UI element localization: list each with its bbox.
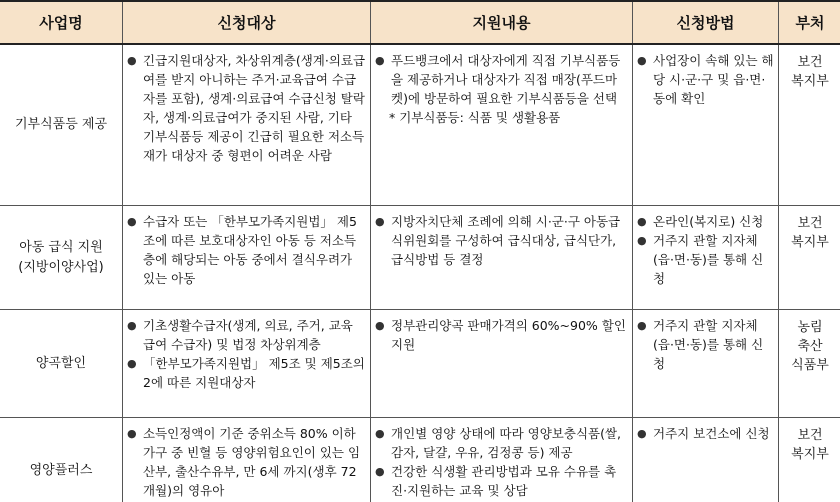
table-row	[0, 206, 840, 310]
table-row	[0, 310, 840, 418]
dept-cell	[779, 310, 840, 418]
list-item	[637, 212, 774, 231]
content-text: 지방자치단체 조례에 의해 시·군·구 아동급식위원회를 구성하여 급식대상, 급식단가, 급식방법 등 결정	[391, 214, 621, 267]
dept-line: 보건	[797, 428, 823, 443]
target-cell	[123, 206, 371, 310]
bullet-icon: ●	[127, 54, 137, 67]
program-name-cell	[0, 418, 123, 502]
bullet-icon: ●	[637, 215, 647, 228]
program-name-sub: (지방이양사업)	[18, 259, 104, 275]
header-method: 신청방법	[633, 1, 779, 44]
dept-line: 농림	[797, 320, 823, 335]
header-dept: 부처	[779, 1, 840, 44]
dept-line: 복지부	[791, 447, 829, 462]
bullet-icon: ●	[375, 54, 385, 67]
bullet-icon: ●	[637, 319, 647, 332]
list-item	[375, 212, 628, 269]
method-text: 온라인(복지로) 신청	[653, 214, 764, 229]
bullet-icon: ●	[375, 427, 385, 440]
list-item	[375, 51, 628, 108]
content-cell	[371, 206, 633, 310]
bullet-icon: ●	[375, 215, 385, 228]
list-item	[637, 51, 774, 108]
bullet-icon: ●	[375, 319, 385, 332]
method-cell	[633, 206, 779, 310]
content-cell	[371, 310, 633, 418]
content-text: 정부관리양곡 판매가격의 60%~90% 할인 지원	[391, 318, 626, 352]
bullet-icon: ●	[637, 234, 647, 247]
list-item	[637, 316, 774, 373]
target-cell	[123, 310, 371, 418]
program-name-cell	[0, 44, 123, 206]
list-item	[637, 231, 774, 288]
target-text: 수급자 또는 「한부모가족지원법」 제5조에 따른 보호대상자인 아동 등 저소득층에 해당되는 아동 중에서 결식우려가 있는 아동	[143, 214, 357, 286]
bullet-icon: ●	[637, 427, 647, 440]
method-cell	[633, 418, 779, 502]
list-item	[127, 212, 366, 288]
dept-cell	[779, 418, 840, 502]
bullet-icon: ●	[127, 357, 137, 370]
dept-line: 보건	[797, 216, 823, 231]
list-item	[127, 354, 366, 392]
target-cell	[123, 418, 371, 502]
dept-cell	[779, 206, 840, 310]
header-content: 지원내용	[371, 1, 633, 44]
content-text: 개인별 영양 상태에 따라 영양보충식품(쌀, 감자, 달걀, 우유, 검정콩 등) 제공	[391, 426, 622, 460]
header-program-name: 사업명	[0, 1, 123, 44]
list-item	[127, 424, 366, 500]
content-note: * 기부식품등: 식품 및 생활용품	[389, 110, 561, 125]
bullet-icon: ●	[375, 465, 385, 478]
target-cell	[123, 44, 371, 206]
content-text: 푸드뱅크에서 대상자에게 직접 기부식품등을 제공하거나 대상자가 직접 매장(푸드마켓)에 방문하여 필요한 기부식품등을 선택	[391, 53, 621, 106]
list-item	[375, 424, 628, 462]
target-text: 소득인정액이 기준 중위소득 80% 이하 가구 중 빈혈 등 영양위험요인이 있는 임산부, 출산수유부, 만 6세 까지(생후 72개월)의 영유아	[143, 426, 361, 498]
dept-line: 식품부	[791, 358, 829, 373]
method-text: 거주지 보건소에 신청	[653, 426, 770, 441]
dept-line: 축산	[797, 339, 823, 354]
list-item	[127, 316, 366, 354]
program-name: 기부식품등 제공	[14, 117, 108, 132]
target-text: 긴급지원대상자, 차상위계층(생계·의료급여를 받지 아니하는 주거·교육급여 수급자를 포함), 생계·의료급여 수급신청 탈락자, 생계·의료급여가 중지된 사람, 기타 기부식품등 제공이 긴급히 필요한 저소득 재가 대상자 중 형편이 어려운 사람	[143, 53, 366, 163]
program-name: 양곡할인	[35, 355, 87, 371]
dept-cell	[779, 44, 840, 206]
table-row	[0, 44, 840, 206]
bullet-icon: ●	[127, 319, 137, 332]
program-name: 영양플러스	[29, 463, 93, 478]
dept-line: 복지부	[791, 235, 829, 250]
program-name: 아동 급식 지원	[19, 239, 103, 255]
method-cell	[633, 44, 779, 206]
method-text: 거주지 관할 지자체(읍·면·동)를 통해 신청	[653, 318, 764, 371]
content-text: 건강한 식생활 관리방법과 모유 수유를 촉진·지원하는 교육 및 상담	[391, 464, 617, 498]
target-text: 「한부모가족지원법」 제5조 및 제5조의2에 따른 지원대상자	[143, 356, 365, 390]
list-item	[375, 316, 628, 354]
method-cell	[633, 310, 779, 418]
method-text: 거주지 관할 지자체(읍·면·동)를 통해 신청	[653, 233, 764, 286]
program-name-cell	[0, 310, 123, 418]
header-row	[0, 1, 840, 44]
target-text: 기초생활수급자(생계, 의료, 주거, 교육 급여 수급자) 및 법정 차상위계층	[143, 318, 353, 352]
bullet-icon: ●	[127, 427, 137, 440]
bullet-icon: ●	[637, 54, 647, 67]
content-cell	[371, 418, 633, 502]
list-item	[637, 424, 774, 443]
list-item	[375, 462, 628, 500]
content-cell	[371, 44, 633, 206]
bullet-icon: ●	[127, 215, 137, 228]
program-name-cell	[0, 206, 123, 310]
dept-line: 복지부	[791, 74, 829, 89]
list-item	[127, 51, 366, 165]
method-text: 사업장이 속해 있는 해당 시·군·구 및 읍·면·동에 확인	[653, 53, 774, 106]
header-target: 신청대상	[123, 1, 371, 44]
dept-line: 보건	[797, 55, 823, 70]
table-row	[0, 418, 840, 502]
